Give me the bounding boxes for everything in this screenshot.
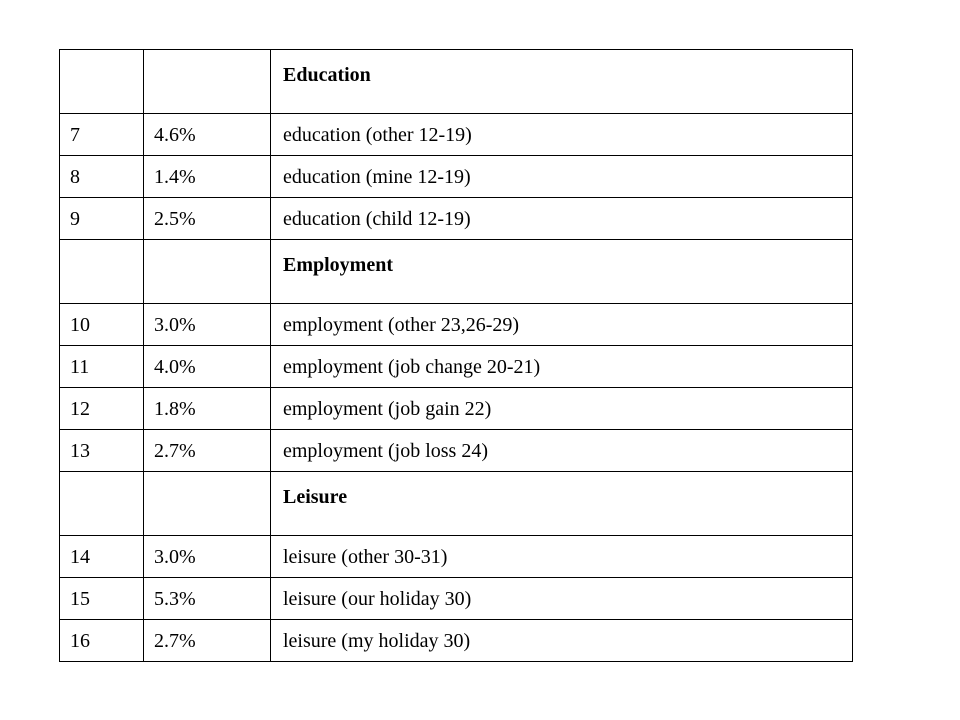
category-table	[59, 49, 853, 662]
row-percent: 2.5%	[144, 198, 271, 240]
row-number: 7	[60, 114, 144, 156]
table-row	[60, 388, 853, 430]
row-percent: 2.7%	[144, 620, 271, 662]
section-header-row	[60, 50, 853, 114]
empty-cell	[144, 472, 271, 536]
table-row	[60, 304, 853, 346]
row-number: 9	[60, 198, 144, 240]
section-header-row	[60, 240, 853, 304]
row-number: 14	[60, 536, 144, 578]
row-percent: 1.8%	[144, 388, 271, 430]
row-percent: 3.0%	[144, 536, 271, 578]
row-label: leisure (our holiday 30)	[271, 578, 853, 620]
row-label: employment (other 23,26-29)	[271, 304, 853, 346]
empty-cell	[60, 240, 144, 304]
row-percent: 5.3%	[144, 578, 271, 620]
row-number: 10	[60, 304, 144, 346]
row-label: education (child 12-19)	[271, 198, 853, 240]
table-row	[60, 346, 853, 388]
row-percent: 2.7%	[144, 430, 271, 472]
section-title: Employment	[271, 240, 853, 304]
section-header-row	[60, 472, 853, 536]
table-row	[60, 578, 853, 620]
section-title: Leisure	[271, 472, 853, 536]
empty-cell	[144, 240, 271, 304]
row-percent: 3.0%	[144, 304, 271, 346]
row-number: 12	[60, 388, 144, 430]
row-label: employment (job loss 24)	[271, 430, 853, 472]
table-row	[60, 156, 853, 198]
row-label: leisure (my holiday 30)	[271, 620, 853, 662]
row-label: leisure (other 30-31)	[271, 536, 853, 578]
empty-cell	[60, 50, 144, 114]
row-number: 11	[60, 346, 144, 388]
row-percent: 1.4%	[144, 156, 271, 198]
table-row	[60, 430, 853, 472]
row-number: 8	[60, 156, 144, 198]
row-number: 16	[60, 620, 144, 662]
row-label: education (mine 12-19)	[271, 156, 853, 198]
row-number: 15	[60, 578, 144, 620]
table-row	[60, 114, 853, 156]
empty-cell	[60, 472, 144, 536]
row-percent: 4.6%	[144, 114, 271, 156]
table-row	[60, 620, 853, 662]
row-percent: 4.0%	[144, 346, 271, 388]
row-number: 13	[60, 430, 144, 472]
table-row	[60, 198, 853, 240]
section-title: Education	[271, 50, 853, 114]
row-label: education (other 12-19)	[271, 114, 853, 156]
row-label: employment (job gain 22)	[271, 388, 853, 430]
empty-cell	[144, 50, 271, 114]
table-row	[60, 536, 853, 578]
row-label: employment (job change 20-21)	[271, 346, 853, 388]
